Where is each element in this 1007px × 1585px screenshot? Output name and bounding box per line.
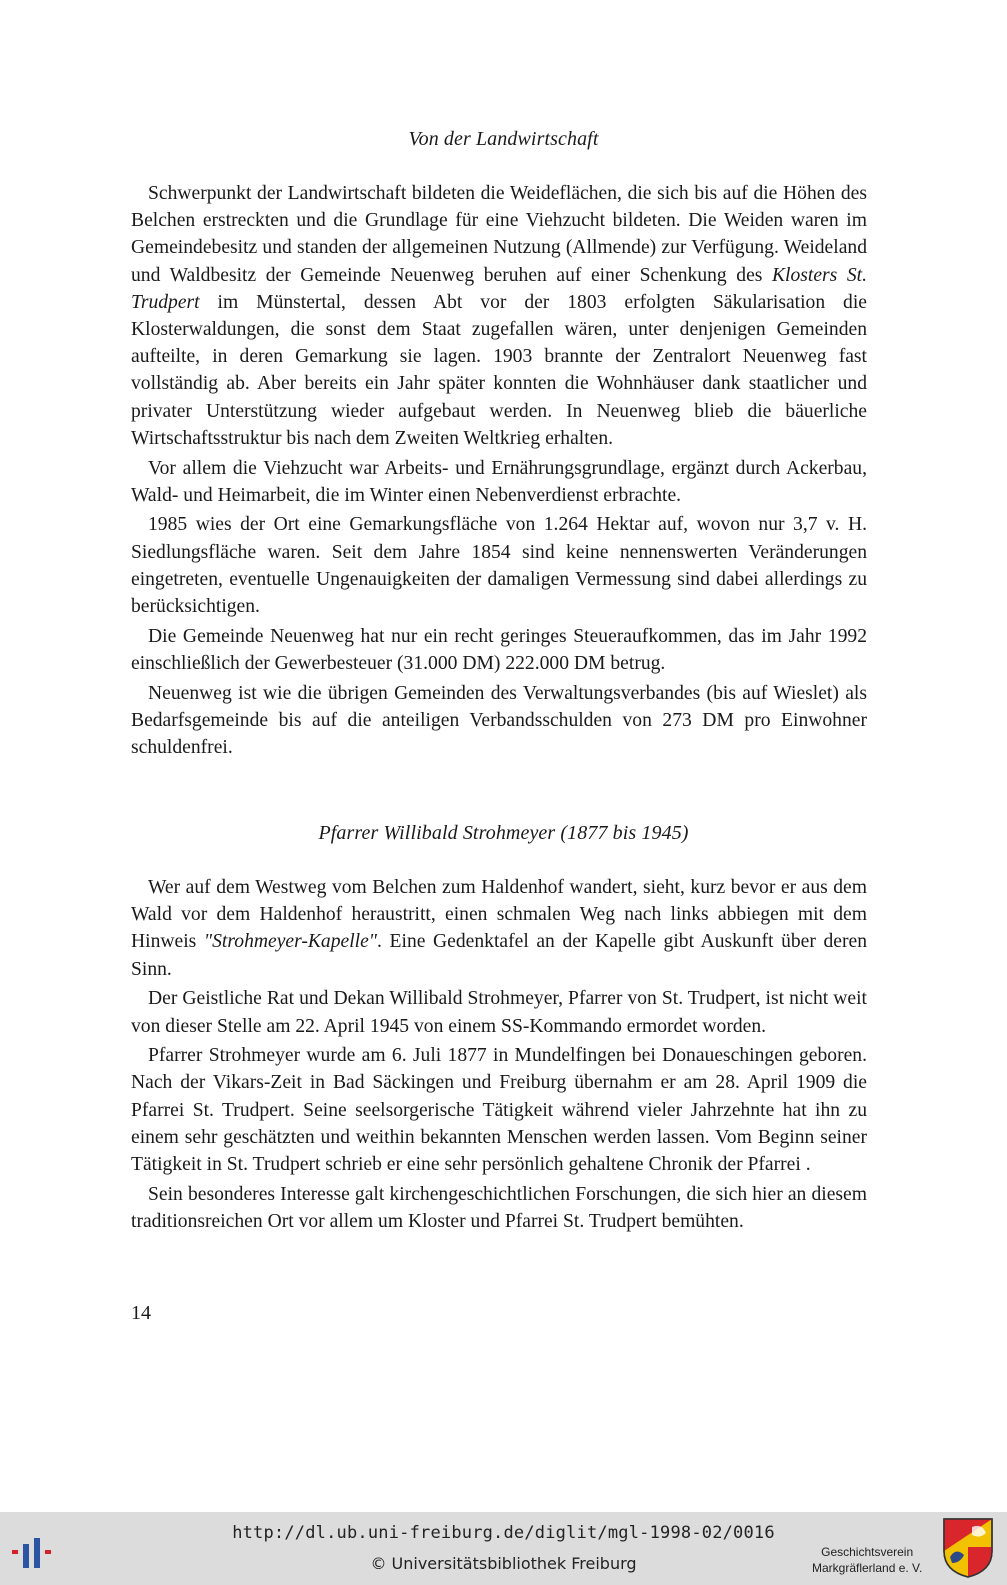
paragraph-text: 1985 wies der Ort eine Gemarkungsfläche von 1.264 Hektar auf, wovon nur 3,7 v. H. Siedlungsfläche waren. Seit dem Jahre 1854 sind keine nennenswerten Veränderungen eingetreten, eventuelle Ungenauigkeiten der damaligen Vermessung sind dabei allerdings zu berücksichtigen.: [131, 514, 867, 618]
society-line-1: Geschichtsverein: [821, 1545, 914, 1559]
paragraph: [131, 680, 867, 762]
paragraph: [131, 511, 867, 620]
section-heading-strohmeyer: Pfarrer Willibald Strohmeyer (1877 bis 1945): [318, 822, 689, 844]
text-block-strohmeyer: [131, 874, 867, 1235]
paragraph-text: Die Gemeinde Neuenweg hat nur ein recht geringes Steueraufkommen, das im Jahr 1992 einschließlich der Gewerbesteuer (31.000 DM) 222.000 DM betrug.: [131, 625, 867, 674]
italic-text: "Strohmeyer-Kapelle": [203, 931, 378, 953]
society-name: [812, 1544, 922, 1576]
section-heading-landwirtschaft: Von der Landwirtschaft: [408, 128, 599, 150]
paragraph-text: Der Geistliche Rat und Dekan Willibald Strohmeyer, Pfarrer von St. Trudpert, ist nicht weit von dieser Stelle am 22. April 1945 von einem SS-Kommando ermordet worden.: [131, 988, 867, 1037]
paragraph: [131, 874, 867, 983]
paragraph-text: im Münstertal, dessen Abt vor der 1803 erfolgten Säkularisation die Klosterwaldungen, die sonst dem Staat zugefallen wären, unter denjenigen Gemeinden aufteilte, in deren Gemarkung sie lagen. 1903 brannte der Zentralort Neuenweg fast vollständig ab. Aber bereits ein Jahr später konnten die Wohnhäuser dank staatlicher und privater Unterstützung wieder aufgebaut werden. In Neuenweg blieb die bäuerliche Wirtschaftsstruktur bis nach dem Zweiten Weltkrieg erhalten.: [131, 291, 867, 449]
paragraph-text: Wer auf dem Westweg vom Belchen zum Haldenhof wandert, sieht, kurz bevor er aus dem Wald vor dem Haldenhof heraustritt, einen schmalen Weg nach links abbiegen mit dem Hinweis: [131, 877, 867, 953]
page-number: 14: [131, 1302, 151, 1324]
italic-text: Klosters St. Trudpert: [131, 264, 867, 313]
footer-url-link[interactable]: http://dl.ub.uni-freiburg.de/diglit/mgl-1998-02/0016: [232, 1523, 775, 1543]
paragraph: [131, 1181, 867, 1235]
paragraph-text: Vor allem die Viehzucht war Arbeits- und Ernährungsgrundlage, ergänzt durch Ackerbau, Wald- und Heimarbeit, die im Winter einen Nebenverdienst erbrachte.: [131, 457, 867, 506]
paragraph-text: Neuenweg ist wie die übrigen Gemeinden des Verwaltungsverbandes (bis auf Wieslet) als Bedarfsgemeinde bis auf die anteiligen Verbandsschulden von 273 DM pro Einwohner schuldenfrei.: [131, 682, 867, 759]
paragraph: [131, 180, 867, 452]
paragraph: [131, 623, 867, 677]
paragraph-text: Sein besonderes Interesse galt kirchengeschichtlichen Forschungen, die sich hier an diesem traditionsreichen Ort vor allem um Kloster und Pfarrei St. Trudpert bemühten.: [131, 1183, 867, 1232]
paragraph-text: Schwerpunkt der Landwirtschaft bildeten die Weideflächen, die sich bis auf die Höhen des Belchen erstreckten und die Grundlage für eine Viehzucht bildeten. Die Weiden waren im Gemeindebesitz und standen der allgemeinen Nutzung (Allmende) zur Verfügung. Weideland und Waldbesitz der Gemeinde Neuenweg beruhen auf einer Schenkung des: [131, 183, 867, 286]
paragraph: [131, 455, 867, 509]
footer-bar: [0, 1512, 1007, 1585]
paragraph: [131, 985, 867, 1039]
coat-of-arms-crest-icon: [942, 1517, 994, 1579]
paragraph-text: Pfarrer Strohmeyer wurde am 6. Juli 1877 in Mundelfingen bei Donaueschingen geboren. Nach der Vikars-Zeit in Bad Säckingen und Freiburg übernahm er am 28. April 1909 die Pfarrei St. Trudpert. Seine seelsorgerische Tätigkeit während vieler Jahrzehnte hat ihn zu einem sehr geschätzten und weithin bekannten Menschen werden lassen. Vom Beginn seiner Tätigkeit in St. Trudpert schrieb er eine sehr persönlich gehaltene Chronik der Pfarrei .: [131, 1045, 867, 1176]
footer-copyright: © Universitätsbibliothek Freiburg: [370, 1554, 637, 1573]
paragraph-text: . Eine Gedenktafel an der Kapelle gibt Auskunft über deren Sinn.: [131, 931, 867, 980]
paragraph: [131, 1042, 867, 1178]
text-block-landwirtschaft: [131, 180, 867, 761]
society-line-2: Markgräflerland e. V.: [812, 1561, 923, 1575]
